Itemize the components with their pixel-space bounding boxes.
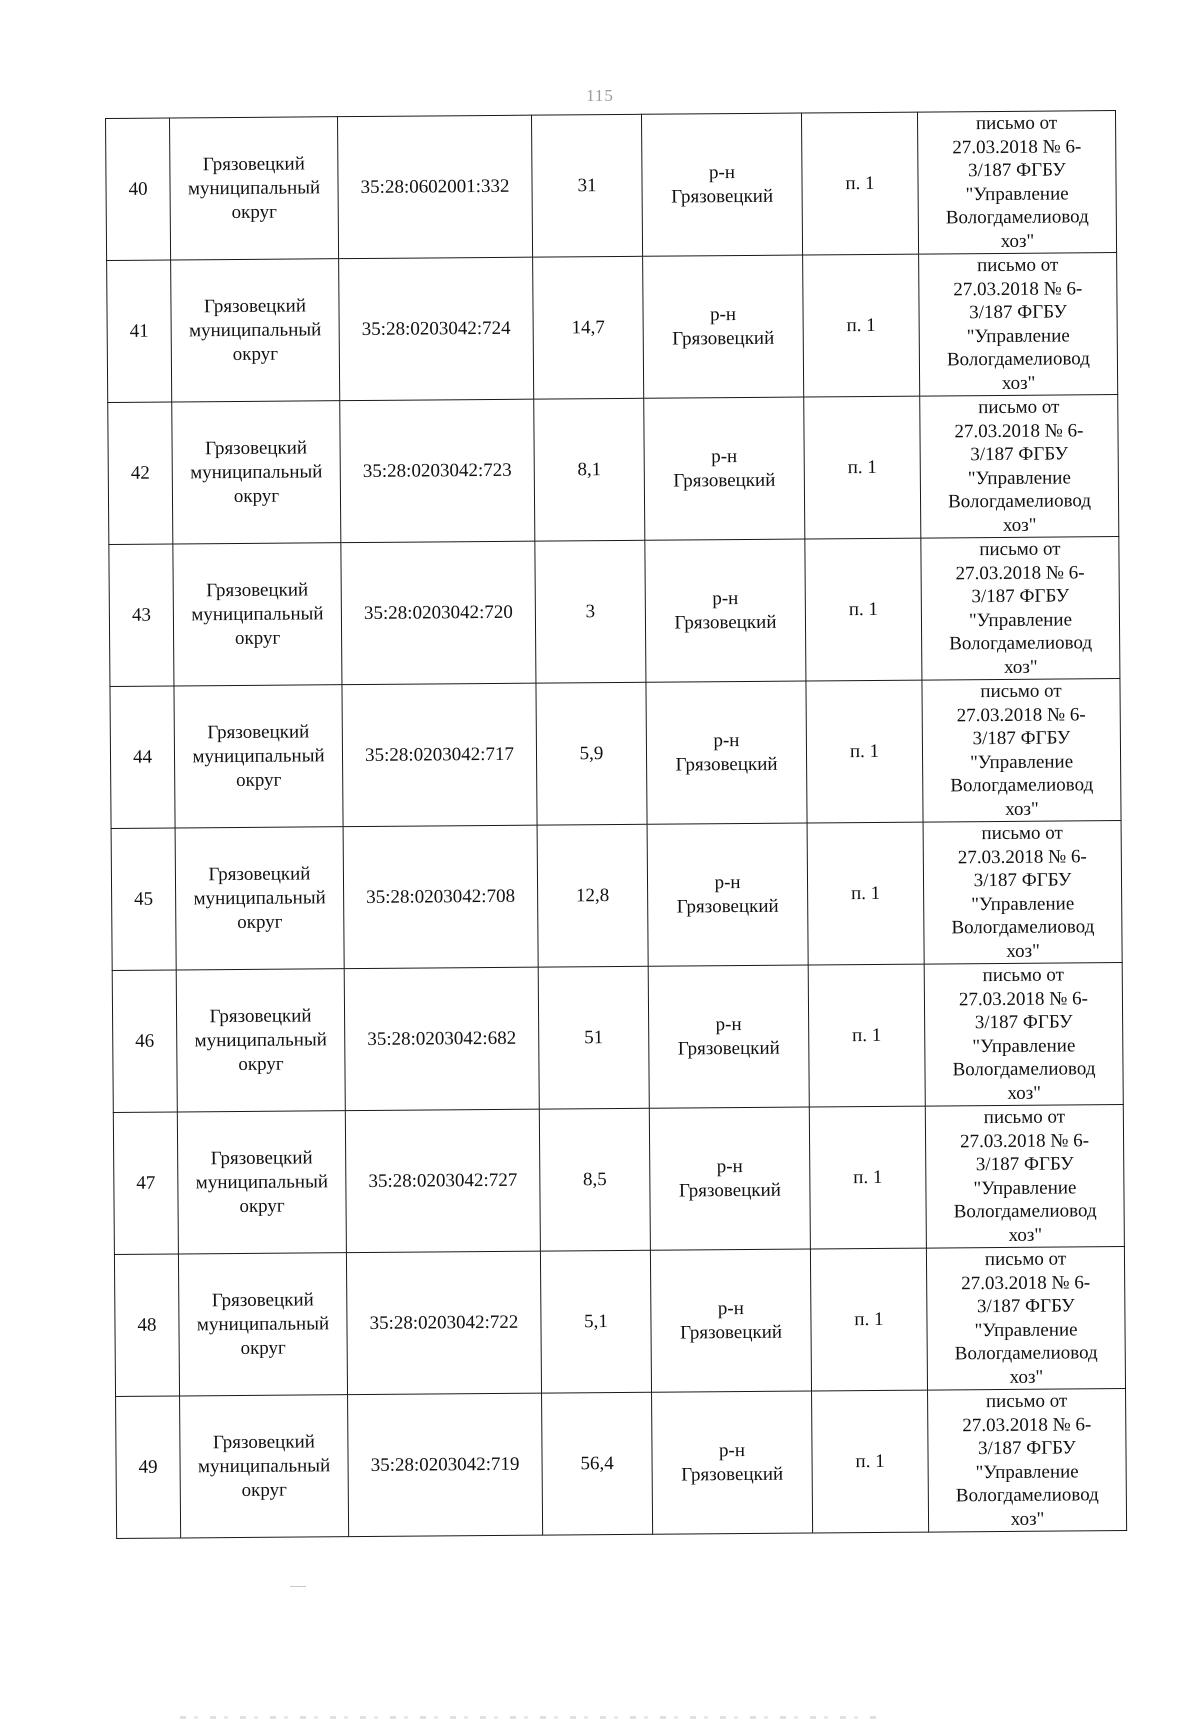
table-body — [106, 111, 1127, 1539]
cadastral-number-cell: 35:28:0203042:724 — [339, 257, 534, 401]
cadastral-number-cell: 35:28:0203042:682 — [344, 967, 539, 1111]
point-cell: п. 1 — [810, 1248, 927, 1391]
location-cell: р-н Грязовецкий — [647, 823, 808, 966]
point-cell: п. 1 — [808, 964, 925, 1107]
document-cell: письмо от 27.03.2018 № 6- 3/187 ФГБУ "Управление Вологдамелиовод хоз" — [920, 395, 1119, 539]
page-number: 115 — [586, 86, 614, 105]
scan-artifact-noise — [180, 1716, 880, 1719]
row-number-cell: 42 — [108, 402, 173, 544]
land-plots-table-wrapper — [105, 110, 1126, 1539]
point-cell: п. 1 — [803, 254, 920, 397]
area-cell: 14,7 — [533, 256, 644, 399]
table-row — [116, 1389, 1127, 1539]
document-cell: письмо от 27.03.2018 № 6- 3/187 ФГБУ "Управление Вологдамелиовод хоз" — [922, 679, 1121, 823]
cadastral-number-cell: 35:28:0203042:720 — [341, 541, 536, 685]
cadastral-number-cell: 35:28:0203042:722 — [346, 1251, 541, 1395]
row-number-cell: 40 — [106, 118, 171, 260]
point-cell: п. 1 — [801, 112, 918, 255]
area-cell: 5,9 — [536, 682, 647, 825]
row-number-cell: 45 — [111, 828, 176, 970]
document-cell: письмо от 27.03.2018 № 6- 3/187 ФГБУ "Управление Вологдамелиовод хоз" — [921, 537, 1120, 681]
table-row — [114, 1247, 1125, 1397]
area-cell: 12,8 — [537, 824, 648, 967]
municipality-cell: Грязовецкий муниципальный округ — [176, 969, 345, 1112]
area-cell: 5,1 — [540, 1250, 651, 1393]
municipality-cell: Грязовецкий муниципальный округ — [177, 1111, 346, 1254]
municipality-cell: Грязовецкий муниципальный округ — [170, 117, 339, 260]
area-cell: 51 — [538, 966, 649, 1109]
point-cell: п. 1 — [804, 396, 921, 539]
table-row — [112, 963, 1123, 1113]
table-row — [109, 537, 1120, 687]
location-cell: р-н Грязовецкий — [643, 255, 804, 398]
table-row — [110, 679, 1121, 829]
document-cell: письмо от 27.03.2018 № 6- 3/187 ФГБУ "Управление Вологдамелиовод хоз" — [926, 1247, 1125, 1391]
land-plots-table — [105, 110, 1127, 1539]
municipality-cell: Грязовецкий муниципальный округ — [178, 1253, 347, 1396]
table-row — [111, 821, 1122, 971]
location-cell: р-н Грязовецкий — [644, 397, 805, 540]
row-number-cell: 46 — [112, 970, 177, 1112]
row-number-cell: 49 — [116, 1396, 181, 1538]
cadastral-number-cell: 35:28:0203042:719 — [348, 1393, 543, 1537]
row-number-cell: 43 — [109, 544, 174, 686]
scan-artifact-mark — [290, 1586, 306, 1587]
area-cell: 8,1 — [534, 398, 645, 541]
location-cell: р-н Грязовецкий — [648, 965, 809, 1108]
document-cell: письмо от 27.03.2018 № 6- 3/187 ФГБУ "Управление Вологдамелиовод хоз" — [924, 963, 1123, 1107]
location-cell: р-н Грязовецкий — [650, 1249, 811, 1392]
row-number-cell: 41 — [107, 260, 172, 402]
document-cell: письмо от 27.03.2018 № 6- 3/187 ФГБУ "Управление Вологдамелиовод хоз" — [928, 1389, 1127, 1533]
municipality-cell: Грязовецкий муниципальный округ — [180, 1395, 349, 1538]
municipality-cell: Грязовецкий муниципальный округ — [175, 827, 344, 970]
row-number-cell: 47 — [113, 1112, 178, 1254]
cadastral-number-cell: 35:28:0602001:332 — [337, 115, 532, 259]
point-cell: п. 1 — [806, 680, 923, 823]
municipality-cell: Грязовецкий муниципальный округ — [171, 259, 340, 402]
document-cell: письмо от 27.03.2018 № 6- 3/187 ФГБУ "Управление Вологдамелиовод хоз" — [925, 1105, 1124, 1249]
area-cell: 56,4 — [542, 1392, 653, 1535]
location-cell: р-н Грязовецкий — [649, 1107, 810, 1250]
document-cell: письмо от 27.03.2018 № 6- 3/187 ФГБУ "Управление Вологдамелиовод хоз" — [917, 111, 1116, 255]
municipality-cell: Грязовецкий муниципальный округ — [173, 543, 342, 686]
area-cell: 3 — [535, 540, 646, 683]
document-cell: письмо от 27.03.2018 № 6- 3/187 ФГБУ "Управление Вологдамелиовод хоз" — [919, 253, 1118, 397]
table-row — [108, 395, 1119, 545]
row-number-cell: 44 — [110, 686, 175, 828]
point-cell: п. 1 — [807, 822, 924, 965]
point-cell: п. 1 — [805, 538, 922, 681]
point-cell: п. 1 — [809, 1106, 926, 1249]
document-cell: письмо от 27.03.2018 № 6- 3/187 ФГБУ "Управление Вологдамелиовод хоз" — [923, 821, 1122, 965]
municipality-cell: Грязовецкий муниципальный округ — [172, 401, 341, 544]
location-cell: р-н Грязовецкий — [652, 1391, 813, 1534]
table-row — [106, 111, 1117, 261]
row-number-cell: 48 — [114, 1254, 179, 1396]
area-cell: 8,5 — [539, 1108, 650, 1251]
location-cell: р-н Грязовецкий — [645, 539, 806, 682]
area-cell: 31 — [531, 114, 642, 257]
location-cell: р-н Грязовецкий — [641, 113, 802, 256]
cadastral-number-cell: 35:28:0203042:727 — [345, 1109, 540, 1253]
cadastral-number-cell: 35:28:0203042:723 — [340, 399, 535, 543]
municipality-cell: Грязовецкий муниципальный округ — [174, 685, 343, 828]
cadastral-number-cell: 35:28:0203042:708 — [343, 825, 538, 969]
location-cell: р-н Грязовецкий — [646, 681, 807, 824]
table-row — [107, 253, 1118, 403]
point-cell: п. 1 — [812, 1390, 929, 1533]
cadastral-number-cell: 35:28:0203042:717 — [342, 683, 537, 827]
table-row — [113, 1105, 1124, 1255]
